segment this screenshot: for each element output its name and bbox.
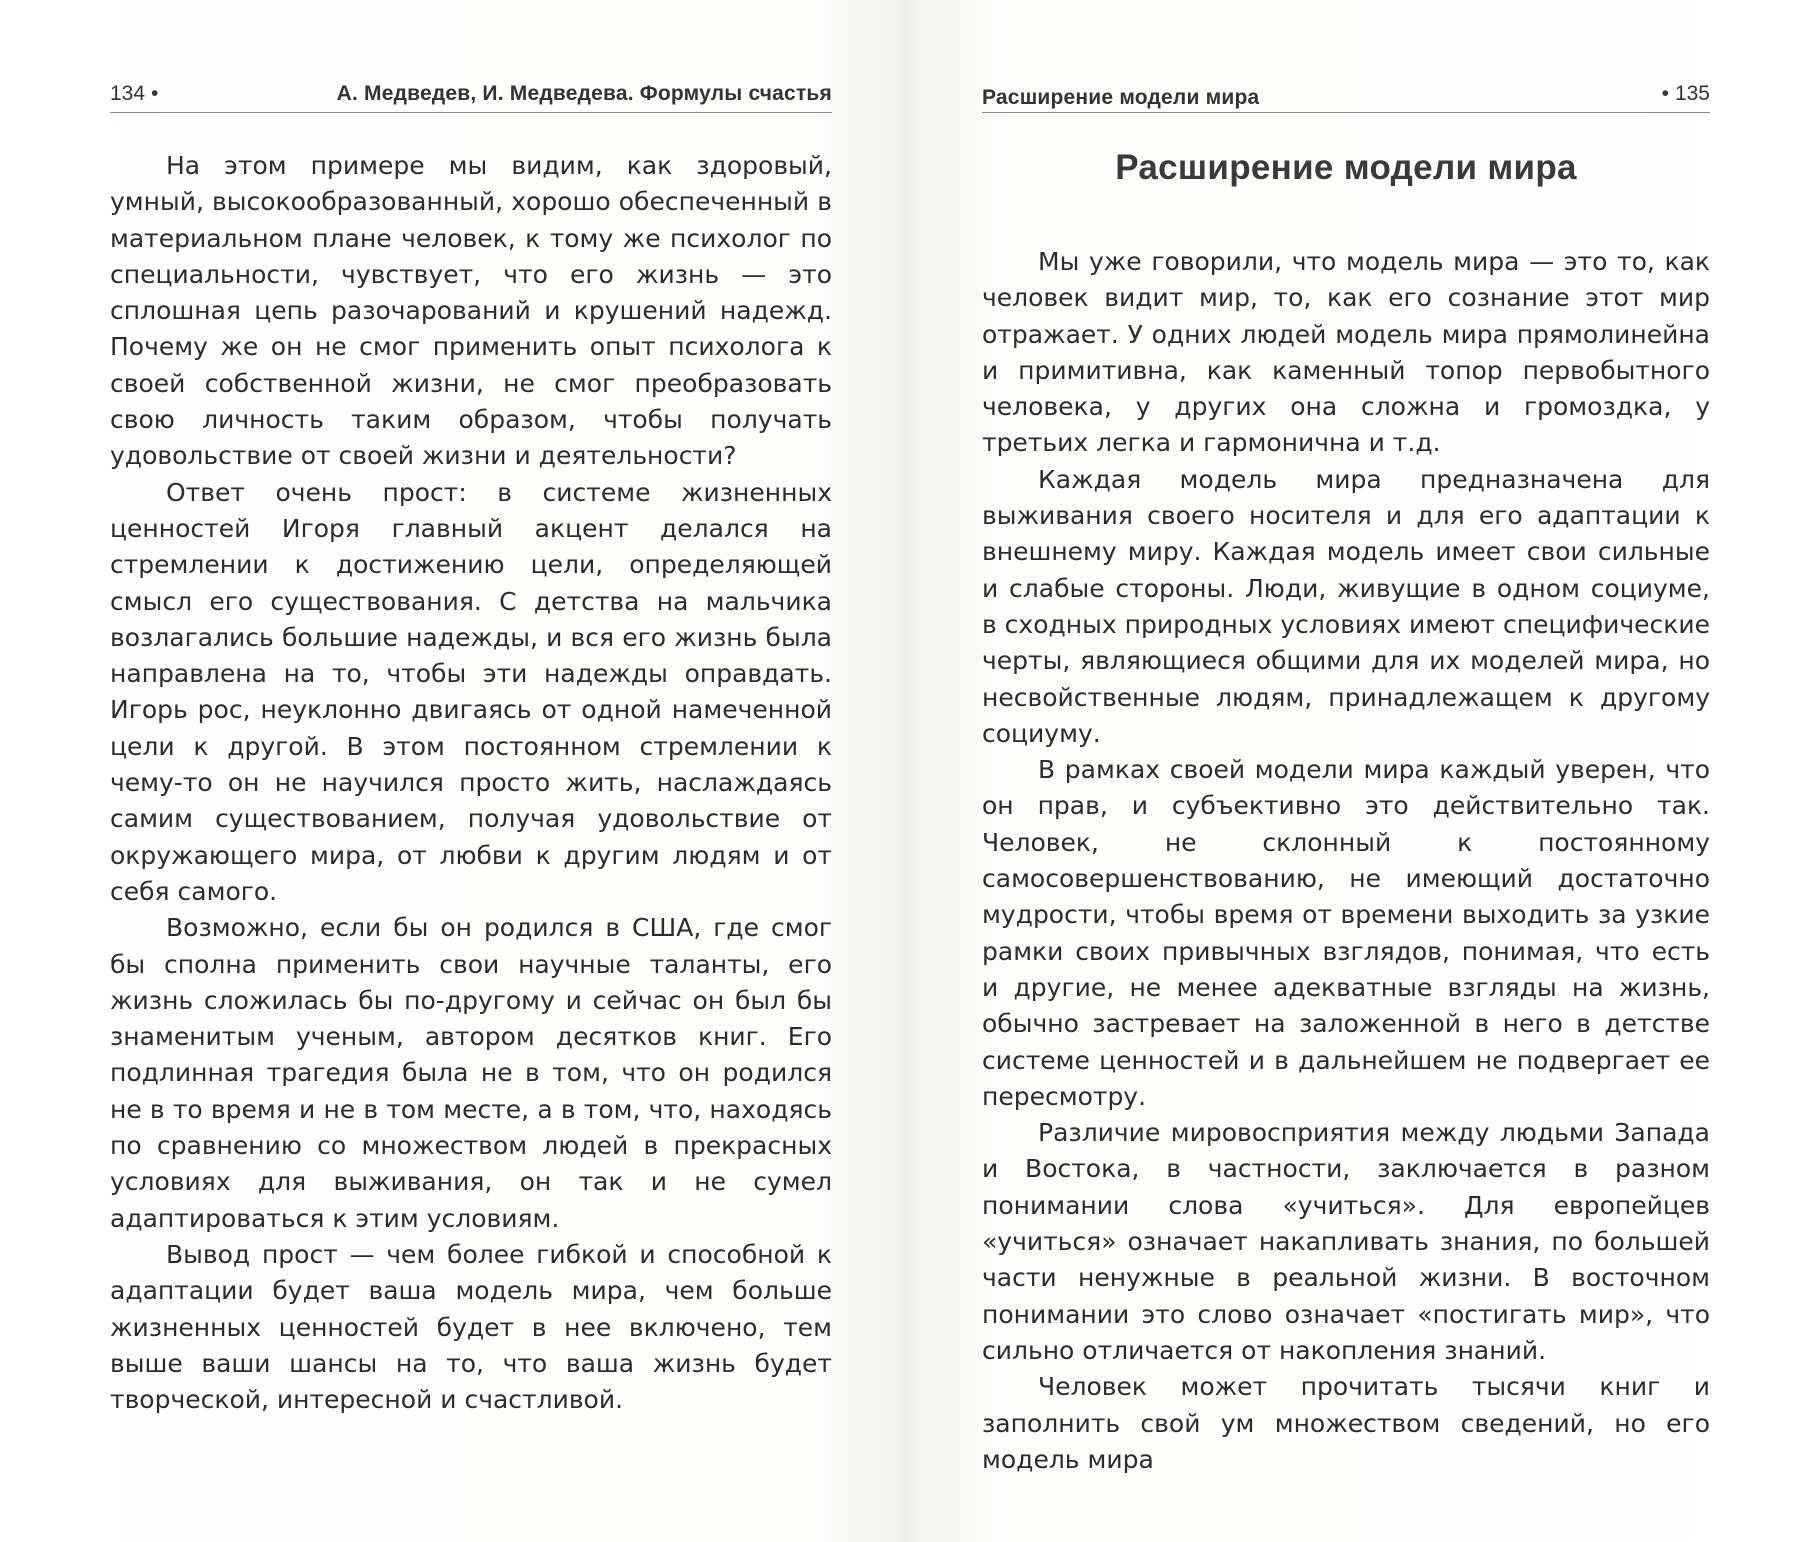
paragraph: Человек может прочитать тысячи книг и заполнить свой ум множеством сведений, но его модель мира bbox=[982, 1372, 1710, 1474]
right-page bbox=[982, 0, 1710, 1542]
paragraph: На этом примере мы видим, как здоровый, умный, высокообразованный, хорошо обеспеченный в материальном плане человек, к тому же психолог по специальности, чувствует, что его жизнь — это сплошная цепь разочарований и крушений надежд. Почему же он не смог применить опыт психолога к своей собственной жизни, не смог преобразовать свою личность таким образом, чтобы получать удовольствие от своей жизни и деятельности? bbox=[110, 151, 832, 471]
right-page-number: 135 bbox=[1674, 82, 1710, 105]
left-page-number-group bbox=[110, 82, 164, 106]
paragraph: Различие мировосприятия между людьми Запада и Востока, в частности, заключается в разном понимании слова «учиться». Для европейцев «учиться» означает накапливать знания, по большей части ненужные в реальной жизни. В восточном понимании это слово означает «постигать мир», что сильно отличается от накопления знаний. bbox=[982, 1118, 1710, 1365]
bullet-separator: • bbox=[1661, 82, 1669, 105]
left-page bbox=[110, 0, 832, 1542]
left-running-head bbox=[110, 80, 832, 113]
right-running-title: Расширение модели мира bbox=[982, 86, 1260, 109]
paragraph: В рамках своей модели мира каждый уверен, что он прав, и субъективно это действительно так. Человек, не склонный к постоянному самосовершенствованию, не имеющий достаточно мудрости, чтобы время от времени выходить за узкие рамки своих привычных взглядов, понимая, что есть и другие, не менее адекватные взгляды на жизнь, обычно застревает на заложенной в него в детстве системе ценностей и в дальнейшем не подвергает ее пересмотру. bbox=[982, 755, 1710, 1111]
paragraph: Каждая модель мира предназначена для выживания своего носителя и для его адаптации к внешнему миру. Каждая модель имеет свои сильные и слабые стороны. Люди, живущие в одном социуме, в сходных природных условиях имеют специфические черты, являющиеся общими для их моделей мира, но несвойственные людям, принадлежащем к другому социуму. bbox=[982, 464, 1710, 748]
bullet-separator: • bbox=[151, 82, 159, 105]
right-page-number-group bbox=[1656, 82, 1710, 106]
right-body-text bbox=[982, 244, 1710, 1478]
left-running-title: А. Медведев, И. Медведева. Формулы счастья bbox=[336, 82, 832, 105]
chapter-title: Расширение модели мира bbox=[1115, 148, 1577, 187]
paragraph: Вывод прост — чем более гибкой и способной к адаптации будет ваша модель мира, чем больше жизненных ценностей будет в нее включено, тем выше ваши шансы на то, что ваша жизнь будет творческой, интересной и счастливой. bbox=[110, 1239, 832, 1415]
paragraph: Мы уже говорили, что модель мира — это то, как человек видит мир, то, как его сознание этот мир отражает. У одних людей модель мира прямолинейна и примитивна, как каменный топор первобытного человека, у других она сложна и громоздка, у третьих легка и гармонична и т.д. bbox=[982, 247, 1710, 458]
right-running-head bbox=[982, 80, 1710, 113]
paragraph: Возможно, если бы он родился в США, где смог бы сполна применить свои научные таланты, его жизнь сложилась бы по-другому и сейчас он был бы знаменитым ученым, автором десятков книг. Его подлинная трагедия была не в том, что он родился не в то время и не в том месте, а в том, что, находясь по сравнению со множеством людей в прекрасных условиях для выживания, он так и не сумел адаптироваться к этим условиям. bbox=[110, 913, 832, 1233]
left-body-text bbox=[110, 148, 832, 1418]
left-page-number: 134 bbox=[110, 82, 146, 105]
paragraph: Ответ очень прост: в системе жизненных ценностей Игоря главный акцент делался на стремлении к достижению цели, определяющей смысл его существования. С детства на мальчика возлагались большие надежды, и вся его жизнь была направлена на то, чтобы эти надежды оправдать. Игорь рос, неуклонно двигаясь от одной намеченной цели к другой. В этом постоянном стремлении к чему-то он не научился просто жить, наслаждаясь самим существованием, получая удовольствие от окружающего мира, от любви к другим людям и от себя самого. bbox=[110, 477, 832, 906]
